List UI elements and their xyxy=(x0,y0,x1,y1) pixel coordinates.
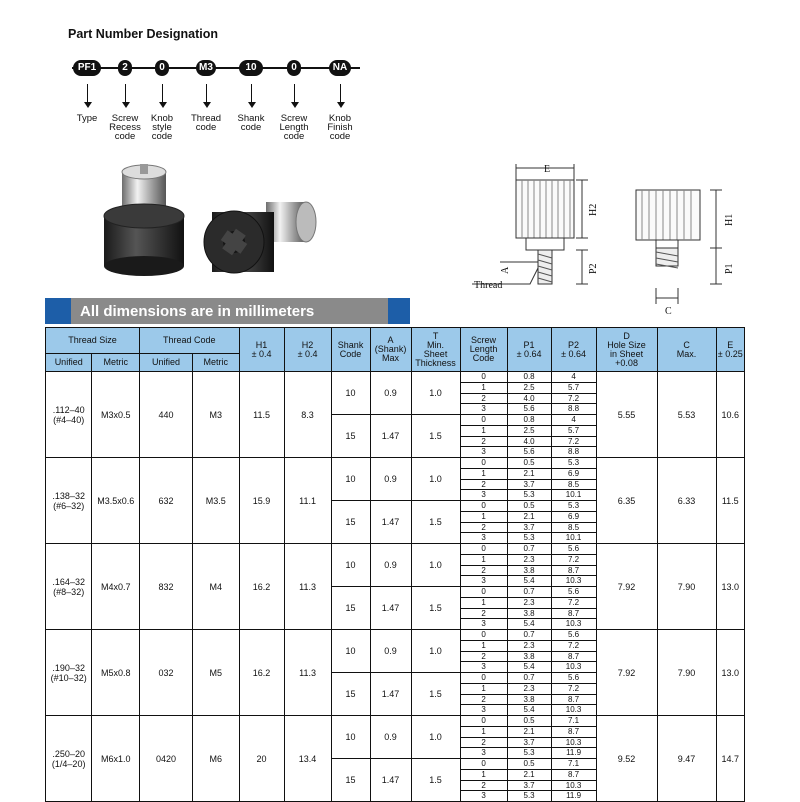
cell-screw-code: 3 xyxy=(460,447,507,458)
dimension-drawing xyxy=(470,162,750,322)
cell-screw-code: 1 xyxy=(460,554,507,565)
cell-p2: 11.9 xyxy=(551,748,596,759)
cell-metric-code: M3 xyxy=(193,372,240,458)
th-screw: Screw Length Code xyxy=(460,328,507,372)
cell-p2: 10.3 xyxy=(551,705,596,716)
cell-screw-code: 3 xyxy=(460,619,507,630)
cell-p2: 5.7 xyxy=(551,425,596,436)
th-p1: P1 ± 0.64 xyxy=(507,328,551,372)
th-e: E ± 0.25 xyxy=(716,328,744,372)
cell-d: 6.35 xyxy=(596,458,657,544)
cell-h2: 11.1 xyxy=(284,458,331,544)
cell-p2: 5.6 xyxy=(551,673,596,684)
cell-screw-code: 1 xyxy=(460,726,507,737)
table-row xyxy=(46,716,745,727)
cell-screw-code: 2 xyxy=(460,651,507,662)
cell-shank: 10 xyxy=(331,544,370,587)
cell-t: 1.5 xyxy=(411,501,460,544)
code-caption-1: Screw Recess code xyxy=(109,113,141,142)
cell-t: 1.5 xyxy=(411,587,460,630)
cell-e: 13.0 xyxy=(716,544,744,630)
cell-p1: 0.7 xyxy=(507,673,551,684)
cell-p2: 8.5 xyxy=(551,479,596,490)
cell-p2: 5.6 xyxy=(551,587,596,598)
th-shank: Shank Code xyxy=(331,328,370,372)
cell-c: 5.53 xyxy=(657,372,716,458)
product-photo xyxy=(96,160,326,280)
cell-p1: 2.1 xyxy=(507,726,551,737)
cell-shank: 10 xyxy=(331,372,370,415)
cell-p1: 3.7 xyxy=(507,479,551,490)
code-pill-0: PF1 xyxy=(73,60,101,76)
cell-p1: 3.7 xyxy=(507,522,551,533)
cell-shank: 15 xyxy=(331,587,370,630)
cell-e: 13.0 xyxy=(716,630,744,716)
cell-e: 14.7 xyxy=(716,716,744,802)
cell-screw-code: 0 xyxy=(460,587,507,598)
cell-p2: 10.1 xyxy=(551,490,596,501)
part-number-title: Part Number Designation xyxy=(68,27,219,41)
cell-t: 1.0 xyxy=(411,716,460,759)
cell-d: 7.92 xyxy=(596,544,657,630)
cell-p1: 2.1 xyxy=(507,769,551,780)
cell-p1: 5.3 xyxy=(507,791,551,802)
th-thread-size: Thread Size xyxy=(46,328,140,354)
cell-p1: 3.8 xyxy=(507,608,551,619)
table-row xyxy=(46,544,745,555)
cell-h2: 11.3 xyxy=(284,544,331,630)
cell-e: 11.5 xyxy=(716,458,744,544)
cell-unified: .138–32 (#6–32) xyxy=(46,458,92,544)
cell-t: 1.5 xyxy=(411,673,460,716)
arrow-icon xyxy=(125,84,126,106)
cell-h1: 15.9 xyxy=(239,458,284,544)
cell-unified: .164–32 (#8–32) xyxy=(46,544,92,630)
cell-p1: 3.7 xyxy=(507,780,551,791)
cell-p2: 10.3 xyxy=(551,619,596,630)
cell-h1: 20 xyxy=(239,716,284,802)
cell-p2: 11.9 xyxy=(551,791,596,802)
cell-screw-code: 0 xyxy=(460,673,507,684)
cell-a: 1.47 xyxy=(370,587,411,630)
cell-p1: 3.8 xyxy=(507,651,551,662)
cell-p2: 10.3 xyxy=(551,780,596,791)
cell-p2: 4 xyxy=(551,372,596,383)
cell-p2: 6.9 xyxy=(551,468,596,479)
cell-p2: 5.3 xyxy=(551,501,596,512)
cell-p2: 8.7 xyxy=(551,608,596,619)
cell-metric: M5x0.8 xyxy=(92,630,140,716)
cell-p1: 3.8 xyxy=(507,694,551,705)
cell-p2: 4 xyxy=(551,415,596,426)
cell-c: 7.90 xyxy=(657,630,716,716)
cell-p2: 8.7 xyxy=(551,651,596,662)
cell-h2: 8.3 xyxy=(284,372,331,458)
th-p2: P2 ± 0.64 xyxy=(551,328,596,372)
code-caption-4: Shank code xyxy=(237,113,265,133)
arrow-icon xyxy=(162,84,163,106)
th-unified: Unified xyxy=(46,354,92,372)
cell-p1: 2.5 xyxy=(507,425,551,436)
cell-p2: 7.2 xyxy=(551,683,596,694)
label-a: A xyxy=(500,266,511,274)
cell-a: 1.47 xyxy=(370,415,411,458)
cell-shank: 10 xyxy=(331,630,370,673)
cell-screw-code: 1 xyxy=(460,468,507,479)
th-metric-code: Metric xyxy=(193,354,240,372)
cell-p1: 0.8 xyxy=(507,372,551,383)
cell-a: 0.9 xyxy=(370,458,411,501)
cell-p1: 5.4 xyxy=(507,576,551,587)
cell-h2: 13.4 xyxy=(284,716,331,802)
cell-p2: 8.7 xyxy=(551,769,596,780)
th-d: D Hole Size in Sheet +0.08 xyxy=(596,328,657,372)
cell-screw-code: 0 xyxy=(460,716,507,727)
th-a: A (Shank) Max xyxy=(370,328,411,372)
th-h1: H1 ± 0.4 xyxy=(239,328,284,372)
code-caption-3: Thread code xyxy=(190,113,222,133)
table-row xyxy=(46,458,745,469)
cell-screw-code: 2 xyxy=(460,479,507,490)
cell-screw-code: 3 xyxy=(460,533,507,544)
cell-p2: 7.1 xyxy=(551,716,596,727)
cell-metric-code: M6 xyxy=(193,716,240,802)
cell-screw-code: 2 xyxy=(460,565,507,576)
cell-p2: 8.7 xyxy=(551,694,596,705)
code-caption-6: Knob Finish code xyxy=(327,113,353,142)
cell-metric: M4x0.7 xyxy=(92,544,140,630)
cell-screw-code: 2 xyxy=(460,608,507,619)
cell-c: 6.33 xyxy=(657,458,716,544)
label-e: E xyxy=(544,164,551,175)
cell-t: 1.0 xyxy=(411,372,460,415)
cell-screw-code: 2 xyxy=(460,694,507,705)
cell-screw-code: 3 xyxy=(460,576,507,587)
th-metric: Metric xyxy=(92,354,140,372)
cell-shank: 15 xyxy=(331,673,370,716)
cell-p2: 8.7 xyxy=(551,726,596,737)
cell-p2: 7.2 xyxy=(551,436,596,447)
banner-title: All dimensions are in millimeters xyxy=(80,303,315,320)
designation-line xyxy=(72,67,360,69)
cell-p1: 0.5 xyxy=(507,458,551,469)
arrow-icon xyxy=(294,84,295,106)
cell-screw-code: 1 xyxy=(460,683,507,694)
label-h2: H2 xyxy=(588,203,599,216)
cell-t: 1.0 xyxy=(411,630,460,673)
cell-p2: 8.8 xyxy=(551,404,596,415)
cell-d: 9.52 xyxy=(596,716,657,802)
code-pill-2: 0 xyxy=(155,60,169,76)
arrow-icon xyxy=(251,84,252,106)
cell-screw-code: 2 xyxy=(460,436,507,447)
th-t: T Min. Sheet Thickness xyxy=(411,328,460,372)
code-caption-5: Screw Length code xyxy=(279,113,309,142)
cell-screw-code: 2 xyxy=(460,393,507,404)
cell-p2: 5.6 xyxy=(551,544,596,555)
cell-h1: 16.2 xyxy=(239,630,284,716)
cell-p1: 0.7 xyxy=(507,544,551,555)
cell-unified-code: 632 xyxy=(140,458,193,544)
cell-e: 10.6 xyxy=(716,372,744,458)
cell-p2: 5.7 xyxy=(551,382,596,393)
cell-a: 0.9 xyxy=(370,630,411,673)
cell-p1: 5.4 xyxy=(507,705,551,716)
cell-screw-code: 0 xyxy=(460,501,507,512)
cell-p2: 8.5 xyxy=(551,522,596,533)
cell-screw-code: 1 xyxy=(460,382,507,393)
cell-metric: M3x0.5 xyxy=(92,372,140,458)
cell-unified-code: 832 xyxy=(140,544,193,630)
cell-p1: 0.5 xyxy=(507,759,551,770)
cell-d: 7.92 xyxy=(596,630,657,716)
cell-p1: 2.3 xyxy=(507,640,551,651)
cell-p1: 2.1 xyxy=(507,468,551,479)
cell-metric-code: M3.5 xyxy=(193,458,240,544)
cell-p1: 0.5 xyxy=(507,716,551,727)
cell-unified: .250–20 (1/4–20) xyxy=(46,716,92,802)
cell-p1: 5.4 xyxy=(507,662,551,673)
cell-p1: 3.8 xyxy=(507,565,551,576)
cell-a: 0.9 xyxy=(370,716,411,759)
cell-screw-code: 1 xyxy=(460,640,507,651)
cell-shank: 10 xyxy=(331,716,370,759)
cell-shank: 10 xyxy=(331,458,370,501)
cell-p2: 6.9 xyxy=(551,511,596,522)
cell-p1: 5.3 xyxy=(507,533,551,544)
cell-screw-code: 0 xyxy=(460,372,507,383)
cell-p1: 2.3 xyxy=(507,683,551,694)
cell-t: 1.5 xyxy=(411,415,460,458)
cell-p1: 5.6 xyxy=(507,404,551,415)
cell-shank: 15 xyxy=(331,759,370,802)
cell-p1: 5.4 xyxy=(507,619,551,630)
code-pill-1: 2 xyxy=(118,60,132,76)
cell-p1: 0.7 xyxy=(507,630,551,641)
cell-screw-code: 0 xyxy=(460,759,507,770)
cell-h2: 11.3 xyxy=(284,630,331,716)
cell-h1: 11.5 xyxy=(239,372,284,458)
cell-screw-code: 3 xyxy=(460,705,507,716)
label-p1: P1 xyxy=(724,263,735,274)
table-row xyxy=(46,372,745,383)
cell-screw-code: 1 xyxy=(460,425,507,436)
cell-screw-code: 3 xyxy=(460,662,507,673)
cell-p2: 7.2 xyxy=(551,597,596,608)
cell-metric: M3.5x0.6 xyxy=(92,458,140,544)
label-h1: H1 xyxy=(724,213,735,226)
cell-a: 0.9 xyxy=(370,372,411,415)
cell-screw-code: 2 xyxy=(460,780,507,791)
label-thread: Thread xyxy=(474,280,503,291)
cell-p2: 7.2 xyxy=(551,554,596,565)
table-row xyxy=(46,630,745,641)
cell-screw-code: 3 xyxy=(460,748,507,759)
code-caption-0: Type xyxy=(76,113,98,124)
dimensions-table xyxy=(45,327,745,802)
cell-p1: 3.7 xyxy=(507,737,551,748)
cell-screw-code: 0 xyxy=(460,415,507,426)
cell-p1: 4.0 xyxy=(507,393,551,404)
code-caption-2: Knob style code xyxy=(150,113,174,142)
cell-p1: 2.1 xyxy=(507,511,551,522)
cell-p1: 0.5 xyxy=(507,501,551,512)
cell-p1: 5.3 xyxy=(507,748,551,759)
cell-p1: 5.3 xyxy=(507,490,551,501)
code-pill-6: NA xyxy=(329,60,351,76)
cell-screw-code: 2 xyxy=(460,522,507,533)
cell-unified: .190–32 (#10–32) xyxy=(46,630,92,716)
cell-p1: 2.3 xyxy=(507,597,551,608)
th-unified-code: Unified xyxy=(140,354,193,372)
cell-p2: 8.8 xyxy=(551,447,596,458)
cell-a: 1.47 xyxy=(370,673,411,716)
code-pill-3: M3 xyxy=(196,60,216,76)
cell-a: 1.47 xyxy=(370,501,411,544)
label-c: C xyxy=(665,306,672,317)
cell-t: 1.0 xyxy=(411,458,460,501)
cell-metric-code: M5 xyxy=(193,630,240,716)
cell-screw-code: 3 xyxy=(460,490,507,501)
cell-screw-code: 1 xyxy=(460,511,507,522)
cell-p1: 4.0 xyxy=(507,436,551,447)
cell-t: 1.0 xyxy=(411,544,460,587)
cell-p2: 7.2 xyxy=(551,393,596,404)
th-thread-code: Thread Code xyxy=(140,328,240,354)
cell-screw-code: 2 xyxy=(460,737,507,748)
cell-unified-code: 440 xyxy=(140,372,193,458)
cell-screw-code: 0 xyxy=(460,458,507,469)
cell-metric: M6x1.0 xyxy=(92,716,140,802)
cell-unified-code: 032 xyxy=(140,630,193,716)
cell-p2: 7.1 xyxy=(551,759,596,770)
cell-p1: 2.5 xyxy=(507,382,551,393)
cell-p2: 5.3 xyxy=(551,458,596,469)
cell-p1: 2.3 xyxy=(507,554,551,565)
cell-h1: 16.2 xyxy=(239,544,284,630)
cell-c: 7.90 xyxy=(657,544,716,630)
cell-d: 5.55 xyxy=(596,372,657,458)
cell-p2: 10.3 xyxy=(551,662,596,673)
cell-p2: 8.7 xyxy=(551,565,596,576)
cell-screw-code: 0 xyxy=(460,630,507,641)
cell-p2: 5.6 xyxy=(551,630,596,641)
cell-p2: 10.3 xyxy=(551,737,596,748)
cell-screw-code: 1 xyxy=(460,769,507,780)
cell-shank: 15 xyxy=(331,415,370,458)
th-c: C Max. xyxy=(657,328,716,372)
cell-metric-code: M4 xyxy=(193,544,240,630)
cell-screw-code: 3 xyxy=(460,791,507,802)
cell-p1: 0.8 xyxy=(507,415,551,426)
cell-p2: 7.2 xyxy=(551,640,596,651)
cell-p1: 5.6 xyxy=(507,447,551,458)
cell-t: 1.5 xyxy=(411,759,460,802)
cell-p2: 10.3 xyxy=(551,576,596,587)
cell-c: 9.47 xyxy=(657,716,716,802)
cell-screw-code: 0 xyxy=(460,544,507,555)
cell-unified: .112–40 (#4–40) xyxy=(46,372,92,458)
cell-p2: 10.1 xyxy=(551,533,596,544)
cell-screw-code: 3 xyxy=(460,404,507,415)
cell-unified-code: 0420 xyxy=(140,716,193,802)
label-p2: P2 xyxy=(588,263,599,274)
cell-a: 0.9 xyxy=(370,544,411,587)
cell-a: 1.47 xyxy=(370,759,411,802)
cell-shank: 15 xyxy=(331,501,370,544)
cell-p1: 0.7 xyxy=(507,587,551,598)
arrow-icon xyxy=(340,84,341,106)
code-pill-4: 10 xyxy=(239,60,263,76)
banner-accent xyxy=(388,298,410,324)
code-pill-5: 0 xyxy=(287,60,301,76)
arrow-icon xyxy=(87,84,88,106)
th-h2: H2 ± 0.4 xyxy=(284,328,331,372)
cell-screw-code: 1 xyxy=(460,597,507,608)
arrow-icon xyxy=(206,84,207,106)
